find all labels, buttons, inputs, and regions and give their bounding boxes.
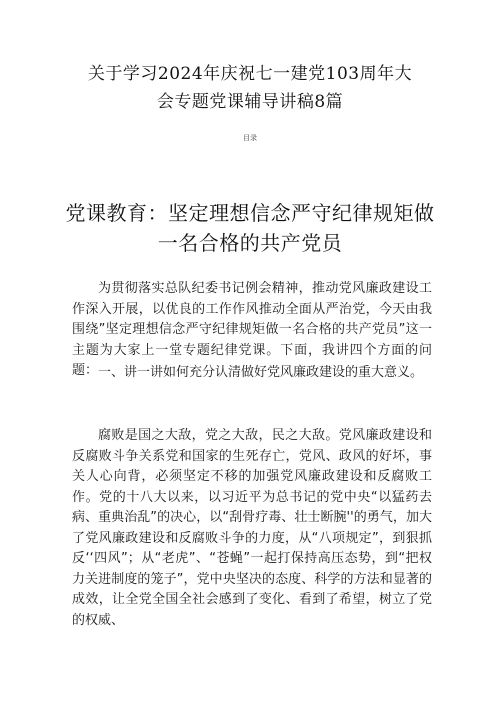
section-title-line-2: 一名合格的共产党员 [157,231,343,255]
document-title [40,60,460,116]
point-one-heading: 一、讲一讲如何充分认清做好党风廉政建设的重大意义。 [98,365,424,380]
section-title-line-1: 党课教育：坚定理想信念严守纪律规矩做 [65,201,435,225]
body-paragraph: 腐败是国之大敌，党之大敌，民之大敌。党风廉政建设和反腐败斗争关系党和国家的生死存亡，党风、政风的好坏，事关人心向背，必须坚定不移的加强党风廉政建设和反腐败工作。党的十八大以来，以习近平为总书记的党中央“以猛药去病、重典治乱”的决心，以“刮骨疗毒、壮士断腕''的勇气，加大了党风廉政建设和反腐败斗争的力度，从“八项规定”，到狠抓反‘‘四风”；从“老虎”、“苍蝇”一起打保持高压态势，到“把权力关进制度的笼子”，党中央坚决的态度、科学的方法和显著的成效，让全党全国全社会感到了变化、看到了希望，树立了党的权威、 [72,428,432,628]
document-title-line-2: 会专题党课辅导讲稿8篇 [156,92,344,112]
toc-label: 目录 [243,134,257,142]
intro-paragraph: 为贯彻落实总队纪委书记例会精神，推动党风廉政建设工作深入开展，以优良的工作作风推动全面从严治党，今天由我围绕”坚定理想信念严守纪律规矩做一名合格的共产党员”这一主题为大家上一堂专题纪律党课。下面，我讲四个方面的问题： [72,281,432,378]
document-title-line-1: 关于学习2024年庆祝七一建党103周年大 [87,64,413,84]
section-title [60,198,440,258]
